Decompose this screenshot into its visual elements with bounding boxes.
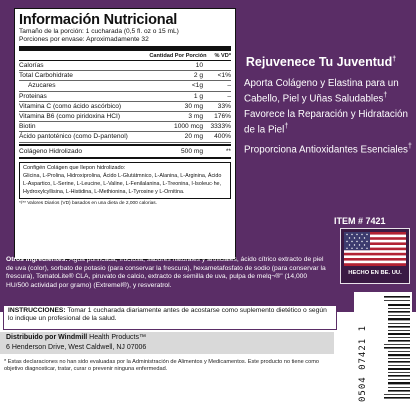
other-ingredients xyxy=(0,254,334,307)
facts-row: Proteinas 1 g – xyxy=(19,92,231,102)
dv-column-label: % VD* xyxy=(214,53,231,59)
barcode xyxy=(354,292,412,412)
facts-title: Información Nutricional xyxy=(19,12,178,28)
ingredients-label: Otros ingredientes: xyxy=(6,256,68,263)
medium-rule xyxy=(19,157,231,159)
facts-row: Biotin 1000 mcg 3333% xyxy=(19,122,231,132)
amount-column-label: Cantidad Por Porción xyxy=(149,53,207,59)
instructions-text: Tomar 1 cucharada diariamente antes de acostarse como suplemento dietético o según lo indique un profesional de la salud. xyxy=(8,307,327,323)
instructions-box xyxy=(3,305,337,330)
item-number: ITEM # 7421 xyxy=(334,216,386,226)
distributor-address: 6 Henderson Drive, West Caldwell, NJ 07006 xyxy=(6,344,147,351)
servings-per-container: Porciones por envase: Aproximadamente 32 xyxy=(19,36,149,43)
list-item: ▪ Favorece la Reparación y Hidratación de la Piel† xyxy=(232,109,408,136)
facts-row: Vitamina C (como ácido ascórbico) 30 mg 33% xyxy=(19,102,231,112)
distributor-band xyxy=(0,332,334,354)
ingredients-text: Agua purificada, fructosa, sabores naturales y artificiales, ácido cítrico extracto de piel de uva (color), sorbato de potasio (para conservar la frescura), hexametafosfato de sodio (para conservar la frescura), TomatoLite® CLA, piruvato de calcio, extracto de semilla de uva, pulpa de melq¬®" (14,000 HU/500 actividad por gramo) (Extremel®), y resveratrol. xyxy=(6,256,326,289)
facts-rows xyxy=(19,61,231,156)
collagen-blend-box xyxy=(19,162,231,199)
bullet-icon: ▪ xyxy=(232,109,236,120)
facts-row: Calorías 10 xyxy=(19,61,231,71)
headline: Rejuvenece Tu Juventud† xyxy=(245,55,397,70)
facts-row: Ácido pantoténico (como D-pantenol) 20 mg 400% xyxy=(19,132,231,142)
distributor-name: Health Products™ xyxy=(87,334,146,341)
facts-row: Colágeno Hidrolizado 500 mg ** xyxy=(19,147,231,155)
blend-text: Glicina, L-Prolina, Hidroxiprolina, Ácido L-Glutátmnico, L-Alanina, L-Arginina, Ácido L-Aspartico, L-Serine, L-Leucine, L-Valine, L-Fenilalanina, L-Treonina, I-Isoleuc·he, Hydroxylcyllisina, L-Histidina, L-Methionina, L-Tyrosine y L-Ornitina. xyxy=(23,173,222,195)
facts-row: Total Carbohidrate 2 g <1% xyxy=(19,71,231,81)
dagger-mark: † xyxy=(392,56,397,63)
bullet-icon: ▪ xyxy=(232,78,236,88)
us-flag-icon xyxy=(344,232,406,266)
serving-size: Tamaño de la porción: 1 cucharada (0,5 fl. oz o 15 mL) xyxy=(19,28,179,35)
facts-row: Azucares <1g – xyxy=(19,81,231,91)
facts-footnote: */** Valores Diarios (VD) basados en una dieta de 2,000 calorias. xyxy=(19,201,158,207)
bullet-icon: ▪ xyxy=(232,140,236,151)
fda-disclaimer: * Estas declaraciones no han sido evaluadas por la Administración de Alimentos y Medicamentos. Este producto no tiene como objetivo diagnosticar, tratar, curar o prevenir ninguna enfermedad. xyxy=(4,359,319,373)
benefit-list xyxy=(232,78,412,160)
instructions-label: INSTRUCCIONES: xyxy=(8,307,66,314)
nutrition-facts-panel xyxy=(14,8,236,260)
thick-rule xyxy=(19,46,231,51)
distributor-label: Distribuido por Windmill xyxy=(6,334,88,341)
list-item: ▪ Proporciona Antioxidantes Esenciales† xyxy=(232,140,412,155)
list-item: ▪ Aporta Colágeno y Elastina para un Cabello, Piel y Uñas Saludables† xyxy=(232,78,399,104)
barcode-number: 0504 07421 1 xyxy=(358,324,368,402)
blend-title: Configén Colágen que llepon hidrolizado: xyxy=(23,164,126,171)
made-in-label: HECHO EN BE. UU. xyxy=(348,270,402,276)
medium-rule xyxy=(19,144,231,146)
made-in-usa-badge xyxy=(340,228,410,284)
facts-column-header xyxy=(19,52,231,61)
facts-row: Vitamina B6 (como piridoxina HCI) 3 mg 176% xyxy=(19,112,231,122)
